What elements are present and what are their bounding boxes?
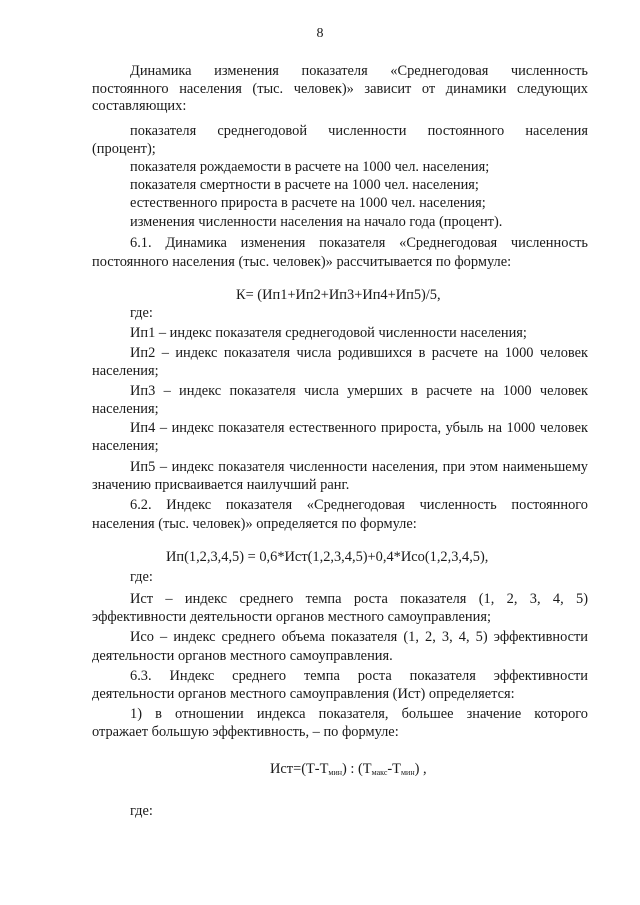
section-6-3-line: деятельности органов местного самоуправления (Ист) определяется: [92, 686, 515, 702]
formula-ist-lhs: Ист [270, 761, 294, 777]
section-6-3-line: 6.3. Индекс среднего темпа роста показателя эффективности [130, 668, 588, 684]
formula-ist-open2: (Т [358, 761, 372, 777]
paragraph-line: Динамика изменения показателя «Среднегодовая численность [130, 63, 588, 79]
definition-iso-line: Исо – индекс среднего объема показателя (1, 2, 3, 4, 5) эффективности [130, 629, 588, 645]
paragraph-line: постоянного населения (тыс. человек)» зависит от динамики следующих [92, 81, 588, 97]
where-label: где: [130, 569, 153, 585]
definition-ip3-line: населения; [92, 401, 159, 417]
where-label: где: [130, 803, 153, 819]
formula-ist-colon: : [346, 761, 358, 777]
list-item: показателя рождаемости в расчете на 1000 чел. населения; [130, 159, 490, 175]
where-label: где: [130, 305, 153, 321]
list-item: естественного прироста в расчете на 1000 чел. населения; [130, 195, 486, 211]
list-item: изменения численности населения на начало года (процент). [130, 214, 503, 230]
formula-ist-sub-min: мин [328, 768, 342, 777]
formula-ist-eq: = [293, 761, 302, 777]
section-6-1-line: 6.1. Динамика изменения показателя «Среднегодовая численность [130, 235, 588, 251]
item-1-line: 1) в отношении индекса показателя, большее значение которого [130, 706, 588, 722]
definition-ip4-line: населения; [92, 438, 159, 454]
formula-ist-open1: (Т-Т [301, 761, 329, 777]
section-6-1-line: постоянного населения (тыс. человек)» рассчитывается по формуле: [92, 254, 512, 270]
page-number: 8 [316, 26, 324, 41]
formula-ist-sub-min: мин [400, 768, 415, 777]
formula-ist-close2: ) [414, 761, 420, 777]
item-1-line: отражает большую эффективность, – по формуле: [92, 724, 399, 740]
formula-ist-close1: ) [342, 761, 347, 777]
definition-ip5-line: Ип5 – индекс показателя численности населения, при этом наименьшему [130, 459, 588, 475]
definition-ist-line: эффективности деятельности органов местного самоуправления; [92, 609, 491, 625]
definition-ist-line: Ист – индекс среднего темпа роста показателя (1, 2, 3, 4, 5) [130, 591, 588, 607]
formula-ist [270, 760, 427, 782]
formula-ist-tail: , [419, 761, 427, 777]
definition-ip1: Ип1 – индекс показателя среднегодовой численности населения; [130, 325, 527, 341]
section-6-2-line: населения (тыс. человек)» определяется по формуле: [92, 516, 417, 532]
paragraph-line: составляющих: [92, 98, 187, 114]
definition-iso-line: деятельности органов местного самоуправления. [92, 648, 393, 664]
section-6-2-line: 6.2. Индекс показателя «Среднегодовая численность постоянного [130, 497, 588, 513]
formula-k: К= (Ип1+Ип2+Ип3+Ип4+Ип5)/5, [236, 287, 441, 303]
definition-ip3-line: Ип3 – индекс показателя числа умерших в расчете на 1000 человек [130, 383, 588, 399]
list-item-line: показателя среднегодовой численности постоянного населения [130, 123, 588, 139]
definition-ip2-line: населения; [92, 363, 159, 379]
definition-ip5-line: значению присваивается наилучший ранг. [92, 477, 350, 493]
formula-ip: Ип(1,2,3,4,5) = 0,6*Ист(1,2,3,4,5)+0,4*Исо(1,2,3,4,5), [166, 549, 489, 565]
list-item: показателя смертности в расчете на 1000 чел. населения; [130, 177, 479, 193]
list-item-line: (процент); [92, 141, 156, 157]
definition-ip2-line: Ип2 – индекс показателя числа родившихся в расчете на 1000 человек [130, 345, 588, 361]
formula-ist-mid: -Т [387, 761, 401, 777]
formula-ist-sub-max: макс [371, 768, 388, 777]
definition-ip4-line: Ип4 – индекс показателя естественного прироста, убыль на 1000 человек [130, 420, 588, 436]
